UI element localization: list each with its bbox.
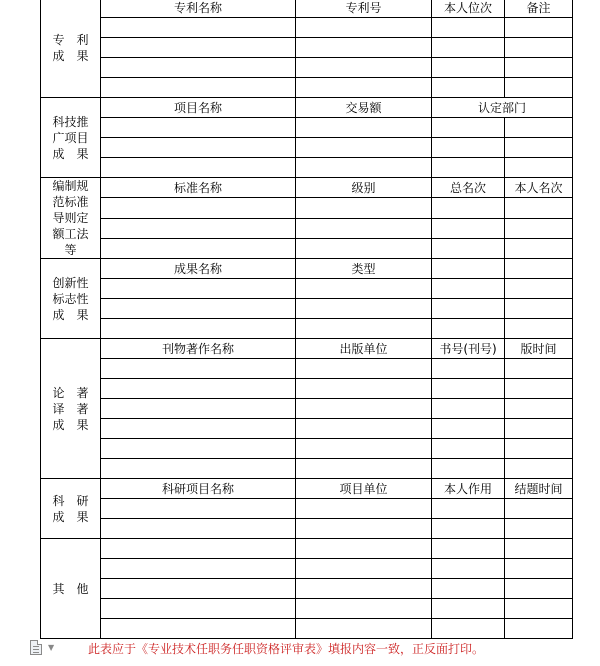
entry-cell[interactable] [505,619,573,639]
entry-cell[interactable] [101,38,296,58]
entry-cell[interactable] [432,379,505,399]
entry-cell[interactable] [101,78,296,98]
section-label [41,479,101,539]
entry-cell[interactable] [101,158,296,178]
column-header: 本人作用 [432,479,505,499]
entry-cell[interactable] [432,279,505,299]
column-header: 交易额 [296,98,432,118]
entry-cell[interactable] [101,379,296,399]
section-header-row [41,98,573,118]
entry-cell[interactable] [432,319,505,339]
entry-cell[interactable] [101,439,296,459]
entry-cell[interactable] [432,559,505,579]
entry-row [41,519,573,539]
entry-cell[interactable] [505,78,573,98]
entry-cell[interactable] [101,138,296,158]
entry-cell[interactable] [505,399,573,419]
entry-row [41,279,573,299]
entry-cell[interactable] [296,439,432,459]
entry-cell[interactable] [296,459,432,479]
entry-row [41,419,573,439]
entry-cell[interactable] [296,118,432,138]
section-label-line: 编制规 [52,179,89,193]
column-header [296,539,432,559]
entry-cell[interactable] [296,599,432,619]
section-label [41,259,101,339]
dropdown-caret-icon[interactable]: ▼ [48,643,55,652]
section-label-line: 等 [64,243,77,257]
entry-row [41,359,573,379]
section-label-line: 额工法 [52,227,89,241]
section-header-row [41,0,573,18]
section-header-row [41,339,573,359]
column-header: 出版单位 [296,339,432,359]
column-header: 项目名称 [101,98,296,118]
column-header: 本人名次 [505,178,573,198]
section-header-row [41,259,573,279]
entry-cell[interactable] [505,459,573,479]
section-label-line: 成 果 [52,146,89,161]
entry-cell[interactable] [505,319,573,339]
column-header: 结题时间 [505,479,573,499]
entry-row [41,439,573,459]
section-label-line: 成 果 [52,509,89,524]
column-header: 成果名称 [101,259,296,279]
entry-cell[interactable] [432,78,505,98]
section-label-line: 标志性 [52,291,89,306]
entry-cell[interactable] [432,439,505,459]
section-header-row [41,178,573,198]
section-label-line: 其 他 [52,581,89,596]
entry-cell[interactable] [505,499,573,519]
column-header: 版时间 [505,339,573,359]
entry-cell[interactable] [296,218,432,238]
column-header: 总名次 [432,178,505,198]
achievements-table [40,0,573,639]
column-header: 级别 [296,178,432,198]
column-header [505,539,573,559]
entry-cell[interactable] [101,299,296,319]
section-label-line: 导则定 [52,211,89,225]
entry-cell[interactable] [432,138,505,158]
entry-cell[interactable] [505,118,573,138]
column-header: 备注 [505,0,573,18]
section-label-line: 范标准 [52,195,89,209]
column-header: 刊物著作名称 [101,339,296,359]
entry-cell[interactable] [296,619,432,639]
entry-row [41,218,573,238]
entry-cell[interactable] [101,459,296,479]
entry-cell[interactable] [296,158,432,178]
entry-row [41,118,573,138]
entry-cell[interactable] [101,399,296,419]
entry-row [41,158,573,178]
entry-cell[interactable] [432,459,505,479]
entry-cell[interactable] [296,279,432,299]
entry-cell[interactable] [432,299,505,319]
column-header: 科研项目名称 [101,479,296,499]
document-icon[interactable] [30,640,42,655]
entry-cell[interactable] [432,499,505,519]
entry-cell[interactable] [432,158,505,178]
entry-cell[interactable] [101,419,296,439]
entry-cell[interactable] [101,619,296,639]
entry-cell[interactable] [432,359,505,379]
entry-cell[interactable] [101,319,296,339]
entry-cell[interactable] [505,218,573,238]
entry-cell[interactable] [432,218,505,238]
column-header: 本人位次 [432,0,505,18]
entry-cell[interactable] [101,198,296,218]
column-header [432,539,505,559]
entry-cell[interactable] [432,619,505,639]
entry-cell[interactable] [505,158,573,178]
entry-cell[interactable] [296,359,432,379]
entry-cell[interactable] [505,579,573,599]
entry-cell[interactable] [432,58,505,78]
entry-cell[interactable] [296,38,432,58]
entry-cell[interactable] [505,279,573,299]
entry-row [41,198,573,218]
entry-row [41,38,573,58]
entry-cell[interactable] [505,38,573,58]
entry-cell[interactable] [101,559,296,579]
section-label [41,98,101,178]
entry-cell[interactable] [505,519,573,539]
section-label [41,539,101,639]
entry-row [41,599,573,619]
column-header: 标准名称 [101,178,296,198]
entry-row [41,559,573,579]
entry-cell[interactable] [432,238,505,258]
entry-cell[interactable] [296,419,432,439]
section-label-line: 广项目 [52,130,89,145]
entry-cell[interactable] [101,218,296,238]
column-header: 类型 [296,259,432,279]
section-label [41,0,101,98]
entry-row [41,579,573,599]
entry-cell[interactable] [101,118,296,138]
entry-cell[interactable] [432,399,505,419]
section-label-line: 科技推 [52,114,89,129]
column-header [101,539,296,559]
entry-cell[interactable] [432,579,505,599]
entry-cell[interactable] [101,499,296,519]
entry-row [41,238,573,258]
entry-row [41,459,573,479]
section-label-line: 译 著 [52,401,89,416]
entry-cell[interactable] [101,519,296,539]
section-label-line: 创新性 [52,275,89,290]
entry-cell[interactable] [101,238,296,258]
entry-cell[interactable] [505,238,573,258]
entry-cell[interactable] [101,279,296,299]
entry-row [41,619,573,639]
entry-cell[interactable] [296,78,432,98]
column-header [432,259,505,279]
entry-cell[interactable] [296,399,432,419]
entry-cell[interactable] [296,58,432,78]
entry-row [41,18,573,38]
entry-row [41,399,573,419]
entry-cell[interactable] [101,18,296,38]
entry-cell[interactable] [101,359,296,379]
column-header: 专利号 [296,0,432,18]
section-label [41,339,101,479]
entry-cell[interactable] [505,198,573,218]
entry-cell[interactable] [505,439,573,459]
footer-note-bar [30,638,590,660]
entry-cell[interactable] [101,599,296,619]
section-header-row [41,539,573,559]
entry-row [41,138,573,158]
entry-cell[interactable] [505,299,573,319]
entry-cell[interactable] [432,38,505,58]
entry-cell[interactable] [432,198,505,218]
entry-row [41,299,573,319]
entry-cell[interactable] [505,18,573,38]
entry-row [41,319,573,339]
entry-cell[interactable] [296,519,432,539]
entry-cell[interactable] [101,579,296,599]
entry-cell[interactable] [296,579,432,599]
section-label-line: 论 著 [52,385,89,400]
entry-cell[interactable] [296,299,432,319]
entry-cell[interactable] [432,18,505,38]
column-header: 专利名称 [101,0,296,18]
entry-cell[interactable] [432,419,505,439]
section-label-line: 专 利 [52,32,89,47]
entry-cell[interactable] [432,519,505,539]
entry-cell[interactable] [296,18,432,38]
column-header [505,259,573,279]
entry-cell[interactable] [296,499,432,519]
section-label-line: 成 果 [52,307,89,322]
entry-cell[interactable] [296,138,432,158]
section-label [41,178,101,259]
column-header: 认定部门 [432,98,573,118]
entry-row [41,379,573,399]
entry-cell[interactable] [296,319,432,339]
entry-cell[interactable] [296,238,432,258]
section-header-row [41,479,573,499]
column-header: 项目单位 [296,479,432,499]
section-label-line: 科 研 [52,493,89,508]
entry-cell[interactable] [505,138,573,158]
entry-cell[interactable] [296,559,432,579]
entry-row [41,58,573,78]
section-label-line: 成 果 [52,417,89,432]
column-header: 书号(刊号) [432,339,505,359]
entry-cell[interactable] [505,58,573,78]
entry-cell[interactable] [432,599,505,619]
entry-cell[interactable] [505,599,573,619]
entry-cell[interactable] [505,359,573,379]
entry-cell[interactable] [505,379,573,399]
footer-note: 此表应于《专业技术任职务任职资格评审表》填报内容一致，正反面打印。 [88,642,485,656]
entry-cell[interactable] [505,559,573,579]
entry-cell[interactable] [101,58,296,78]
section-label-line: 成 果 [52,48,89,63]
entry-cell[interactable] [505,419,573,439]
entry-row [41,499,573,519]
entry-cell[interactable] [432,118,505,138]
entry-cell[interactable] [296,379,432,399]
entry-row [41,78,573,98]
entry-cell[interactable] [296,198,432,218]
